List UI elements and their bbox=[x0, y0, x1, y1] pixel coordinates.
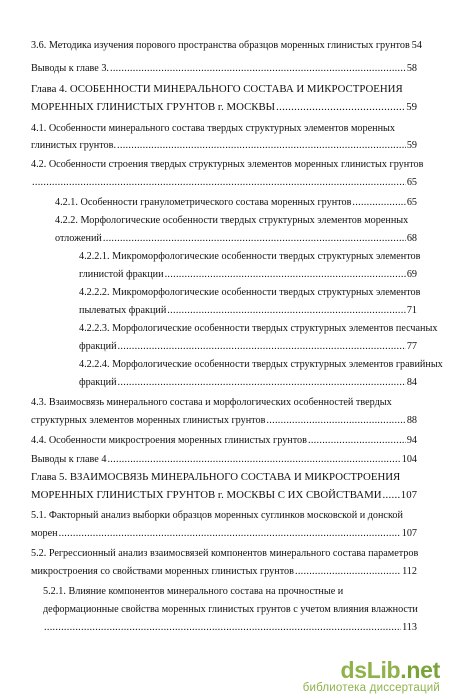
toc-page-number: 71 bbox=[406, 305, 417, 316]
toc-entry-title: Выводы к главе 4 bbox=[31, 454, 107, 465]
leader-dots bbox=[59, 527, 401, 540]
toc-entry-title: структурных элементов моренных глинистых грунтов bbox=[31, 415, 266, 426]
toc-chapter-5-line-1[interactable]: Глава 5. ВЗАИМОСВЯЗЬ МИНЕРАЛЬНОГО СОСТАВА И МИКРОСТРОЕНИЯ bbox=[31, 471, 401, 483]
toc-entry-4-2-2-4-line-1[interactable]: 4.2.2.4. Морфологические особенности твердых структурных элементов гравийных bbox=[79, 359, 443, 370]
toc-entry-4-2-2-3-line-1[interactable]: 4.2.2.3. Морфологические особенности твердых структурных элементов песчаных bbox=[79, 323, 438, 334]
toc-entry-4-2-2-3[interactable] bbox=[79, 340, 417, 353]
toc-entry-4-2-1[interactable] bbox=[55, 196, 417, 209]
leader-dots bbox=[107, 453, 400, 466]
toc-page-number: 88 bbox=[406, 415, 417, 426]
toc-chapter-4-line-1[interactable]: Глава 4. ОСОБЕННОСТИ МИНЕРАЛЬНОГО СОСТАВА И МИКРОСТРОЕНИЯ bbox=[31, 83, 403, 95]
dslib-watermark bbox=[303, 658, 440, 695]
toc-chapter-4[interactable] bbox=[31, 101, 417, 114]
toc-entry-5-2[interactable] bbox=[31, 565, 417, 578]
toc-page-number: 94 bbox=[406, 435, 417, 446]
leader-dots bbox=[308, 434, 406, 447]
toc-entry-title: МОРЕННЫХ ГЛИНИСТЫХ ГРУНТОВ г. МОСКВЫ bbox=[31, 101, 276, 113]
toc-entry-title: глинистой фракции bbox=[79, 269, 164, 280]
toc-page-number: 59 bbox=[406, 140, 417, 151]
toc-entry-5-2-line-1[interactable]: 5.2. Регрессионный анализ взаимосвязей компонентов минерального состава параметров bbox=[31, 548, 419, 559]
logo-main: dsLib bbox=[340, 657, 401, 683]
leader-dots bbox=[352, 196, 405, 209]
leader-dots bbox=[165, 268, 406, 281]
toc-entry-title: 3.6. Методика изучения порового пространства образцов моренных глинистых грунтов bbox=[31, 40, 410, 51]
toc-entry-title: фракций bbox=[79, 341, 117, 352]
toc-entry-5-1[interactable] bbox=[31, 527, 417, 540]
toc-entry-conclusions-4[interactable] bbox=[31, 453, 417, 466]
toc-entry-3-6[interactable] bbox=[31, 39, 422, 52]
leader-dots bbox=[167, 304, 406, 317]
toc-entry-title: морен bbox=[31, 528, 58, 539]
logo-tld: .net bbox=[400, 657, 440, 683]
toc-entry-4-1-line-1[interactable]: 4.1. Особенности минерального состава твердых структурных элементов моренных bbox=[31, 123, 395, 134]
leader-dots bbox=[276, 101, 405, 114]
toc-entry-title: Выводы к главе 3. bbox=[31, 63, 109, 74]
toc-entry-4-3[interactable] bbox=[31, 414, 417, 427]
toc-entry-4-2-2-1-line-1[interactable]: 4.2.2.1. Микроморфологические особенности твердых структурных элементов bbox=[79, 251, 421, 262]
toc-entry-4-2[interactable] bbox=[31, 176, 417, 189]
leader-dots bbox=[32, 176, 406, 189]
toc-entry-5-2-1[interactable] bbox=[43, 621, 417, 634]
toc-entry-5-2-1-line-1[interactable]: 5.2.1. Влияние компонентов минерального состава на прочностные и bbox=[43, 586, 344, 597]
toc-entry-conclusions-3[interactable] bbox=[31, 62, 417, 75]
toc-entry-title: глинистых грунтов. bbox=[31, 140, 117, 151]
toc-page-number: 107 bbox=[401, 528, 417, 539]
toc-page-number: 65 bbox=[406, 177, 417, 188]
toc-entry-4-2-2-line-1[interactable]: 4.2.2. Морфологические особенности твердых структурных элементов моренных bbox=[55, 215, 409, 226]
toc-chapter-5[interactable] bbox=[31, 489, 417, 502]
toc-entry-4-2-2-2-line-1[interactable]: 4.2.2.2. Микроморфологические особенности твердых структурных элементов bbox=[79, 287, 421, 298]
toc-page-number: 84 bbox=[406, 377, 417, 388]
leader-dots bbox=[118, 340, 406, 353]
toc-entry-4-2-line-1[interactable]: 4.2. Особенности строения твердых структурных элементов моренных глинистых грунтов bbox=[31, 159, 424, 170]
toc-entry-4-3-line-1[interactable]: 4.3. Взаимосвязь минерального состава и морфологических особенностей твердых bbox=[31, 397, 392, 408]
toc-entry-4-2-2-1[interactable] bbox=[79, 268, 417, 281]
toc-page-number: 113 bbox=[402, 622, 417, 633]
toc-entry-title: 4.4. Особенности микростроения моренных глинистых грунтов bbox=[31, 435, 307, 446]
leader-dots bbox=[110, 62, 406, 75]
toc-page-number: 68 bbox=[406, 233, 417, 244]
leader-dots bbox=[383, 489, 400, 502]
toc-entry-title: отложений bbox=[55, 233, 102, 244]
toc-page-number: 59 bbox=[406, 101, 417, 113]
toc-page-number: 65 bbox=[406, 197, 417, 208]
toc-entry-4-4[interactable] bbox=[31, 434, 417, 447]
toc-entry-4-2-2[interactable] bbox=[55, 232, 417, 245]
toc-page-number: 104 bbox=[401, 454, 417, 465]
toc-page-number: 112 bbox=[402, 566, 417, 577]
leader-dots bbox=[44, 621, 401, 634]
toc-entry-4-2-2-2[interactable] bbox=[79, 304, 417, 317]
toc-page-number: 58 bbox=[406, 63, 417, 74]
toc-entry-4-1[interactable] bbox=[31, 139, 417, 152]
toc-entry-5-2-1-line-2[interactable]: деформационные свойства моренных глинистых грунтов с учетом влияния влажности bbox=[43, 604, 418, 615]
leader-dots bbox=[103, 232, 406, 245]
leader-dots bbox=[295, 565, 401, 578]
toc-entry-title: МОРЕННЫХ ГЛИНИСТЫХ ГРУНТОВ г. МОСКВЫ С ИХ СВОЙСТВАМИ bbox=[31, 489, 382, 501]
toc-entry-title: микростроения со свойствами моренных глинистых грунтов bbox=[31, 566, 294, 577]
toc-entry-title: 4.2.1. Особенности гранулометрического состава моренных грунтов bbox=[55, 197, 352, 208]
leader-dots bbox=[266, 414, 405, 427]
toc-page-number: 69 bbox=[406, 269, 417, 280]
toc-page-number: 54 bbox=[411, 40, 422, 51]
toc-entry-title: фракций bbox=[79, 377, 117, 388]
toc-page-number: 77 bbox=[406, 341, 417, 352]
toc-entry-5-1-line-1[interactable]: 5.1. Факторный анализ выборки образцов моренных суглинков московской и донской bbox=[31, 510, 403, 521]
dslib-logo bbox=[303, 658, 440, 682]
dslib-subtitle: библиотека диссертаций bbox=[302, 682, 440, 694]
leader-dots bbox=[117, 139, 406, 152]
toc-entry-4-2-2-4[interactable] bbox=[79, 376, 417, 389]
toc-entry-title: пылеватых фракций bbox=[79, 305, 167, 316]
toc-page-number: 107 bbox=[400, 489, 417, 501]
leader-dots bbox=[118, 376, 406, 389]
